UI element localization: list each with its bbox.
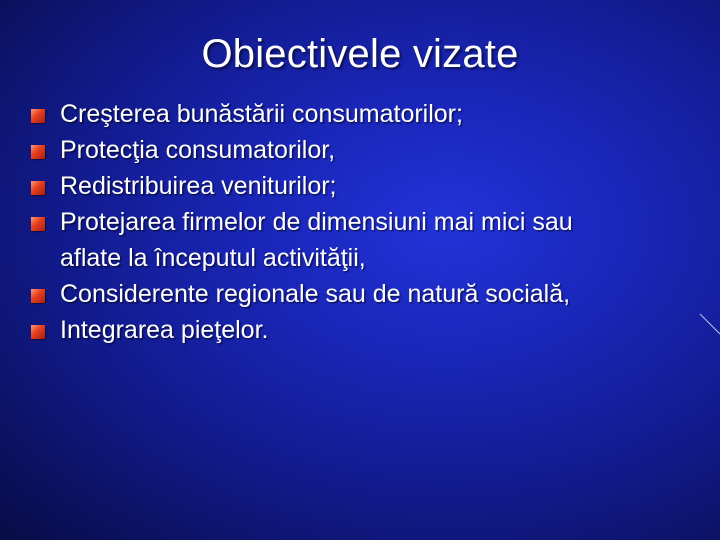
slide-title: Obiectivele vizate	[201, 32, 519, 76]
bullet-item	[0, 276, 720, 312]
red-square-bullet-icon	[31, 109, 45, 123]
red-square-bullet-icon	[31, 145, 45, 159]
bullet-item	[0, 96, 720, 132]
bullet-text: Redistribuirea veniturilor;	[60, 172, 337, 200]
bullet-item	[0, 168, 720, 204]
red-square-bullet-icon	[31, 325, 45, 339]
red-square-bullet-icon	[31, 289, 45, 303]
red-square-bullet-icon	[31, 181, 45, 195]
bullet-item	[0, 204, 720, 276]
bullet-text-continuation: aflate la începutul activităţii,	[60, 244, 366, 272]
bullet-text: Integrarea pieţelor.	[60, 316, 269, 344]
red-square-bullet-icon	[31, 217, 45, 231]
bullet-text: Protecţia consumatorilor,	[60, 136, 336, 164]
bullet-item	[0, 312, 720, 348]
bullet-list	[0, 96, 720, 348]
bullet-text: Considerente regionale sau de natură socială,	[60, 280, 571, 308]
bullet-text: Creşterea bunăstării consumatorilor;	[60, 100, 463, 128]
bullet-item	[0, 132, 720, 168]
bullet-text: Protejarea firmelor de dimensiuni mai mici sau	[60, 208, 573, 236]
